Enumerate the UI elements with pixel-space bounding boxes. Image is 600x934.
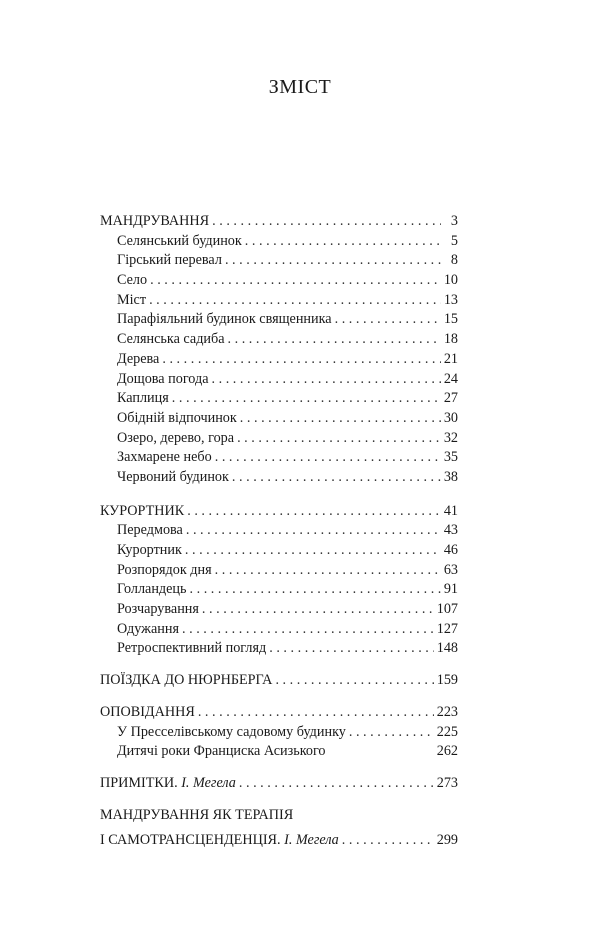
toc-page-number: 32 (443, 429, 458, 446)
toc-section-author: І. Мегела (181, 774, 236, 791)
toc-section-poizdka[interactable] (100, 671, 458, 691)
toc-leader-dots (190, 580, 441, 600)
toc-entry[interactable] (100, 448, 458, 468)
toc-entry-title: Розпорядок дня (117, 561, 212, 578)
page-title: ЗМІСТ (268, 76, 332, 98)
toc-section-title: ОПОВІДАННЯ (100, 703, 195, 720)
toc-entry-title: Ретроспективний погляд (117, 640, 267, 657)
toc-entry[interactable] (100, 521, 458, 541)
toc-page-number: 13 (443, 291, 458, 308)
toc-section-title-text: ПРИМІТКИ. (100, 774, 178, 791)
toc-entry-title: Одужання (117, 620, 179, 637)
toc-entry[interactable] (100, 370, 458, 390)
toc-section-prymitky[interactable] (100, 774, 458, 794)
toc-page-number: 127 (436, 620, 458, 637)
toc-page-number: 18 (443, 331, 458, 348)
toc-entry[interactable] (100, 580, 458, 600)
toc-section-title-line1: МАНДРУВАННЯ ЯК ТЕРАПІЯ (100, 806, 294, 823)
toc-leader-dots (212, 212, 441, 232)
toc-entry-title: Передмова (117, 522, 183, 539)
toc-leader-dots (239, 774, 434, 794)
toc-entry-title: Парафіяльний будинок священника (117, 311, 332, 328)
toc-leader-dots (149, 291, 441, 311)
toc-page-number: 5 (450, 232, 458, 249)
toc-leader-dots (215, 448, 441, 468)
toc-section-mandruvannia[interactable] (100, 212, 458, 232)
toc-section-title (100, 831, 339, 851)
toc-section-title-line2: І САМОТРАНСЦЕНДЕНЦІЯ. (100, 832, 281, 849)
toc-entry-title: Червоний будинок (117, 468, 229, 485)
toc-leader-dots (198, 703, 434, 723)
toc-leader-dots (172, 389, 441, 409)
toc-entry[interactable] (100, 561, 458, 581)
toc-entry-title: Дощова погода (117, 370, 209, 387)
toc-leader-dots (349, 723, 434, 743)
toc-leader-dots (212, 370, 441, 390)
toc-page-number: 3 (450, 213, 458, 229)
toc-leader-dots (186, 521, 441, 541)
section-spacer (100, 691, 458, 703)
toc-entry-title: Обідній відпочинок (117, 409, 237, 426)
toc-page-number: 225 (436, 723, 458, 740)
toc-leader-dots (185, 541, 441, 561)
toc-page-number: 262 (436, 743, 458, 760)
toc-entry-title: Розчарування (117, 601, 199, 618)
toc-entry[interactable] (100, 409, 458, 429)
toc-page-number: 15 (443, 311, 458, 328)
toc-page-number: 24 (443, 370, 458, 387)
toc-leader-dots (342, 831, 434, 851)
toc-entry[interactable] (100, 232, 458, 252)
toc-leader-dots (187, 502, 441, 522)
toc-page-number: 30 (443, 409, 458, 426)
toc-entry[interactable] (100, 350, 458, 370)
toc-leader-dots (202, 600, 434, 620)
section-spacer (100, 762, 458, 774)
toc-page-number: 27 (443, 390, 458, 407)
toc-page-number: 8 (450, 252, 458, 269)
toc-page-number: 35 (443, 449, 458, 466)
toc-page-number: 46 (443, 542, 458, 558)
toc-entry[interactable] (100, 742, 458, 762)
toc-page-number: 273 (436, 774, 458, 791)
toc-entry[interactable] (100, 310, 458, 330)
toc-entry[interactable] (100, 389, 458, 409)
toc-page-number: 159 (436, 672, 458, 689)
toc-entry[interactable] (100, 468, 458, 488)
toc-page-number: 107 (436, 601, 458, 618)
toc-page-number: 10 (443, 272, 458, 289)
toc-leader-dots (182, 620, 434, 640)
toc-entry[interactable] (100, 639, 458, 659)
toc-entry[interactable] (100, 330, 458, 350)
toc-page-number: 223 (436, 703, 458, 720)
toc-entry[interactable] (100, 251, 458, 271)
toc-leader-dots (237, 429, 441, 449)
toc-section-author: І. Мегела (284, 832, 339, 849)
toc-entry-title: Гірський перевал (117, 252, 222, 269)
table-of-contents (100, 212, 458, 851)
toc-entry-title: Міст (117, 291, 147, 308)
toc-leader-dots (150, 271, 441, 291)
toc-entry-title: Селянський будинок (117, 232, 242, 249)
toc-section-title: ПОЇЗДКА ДО НЮРНБЕРГА (100, 672, 273, 689)
toc-entry[interactable] (100, 291, 458, 311)
toc-entry-title: Захмарене небо (117, 449, 212, 466)
toc-section-opovidannia[interactable] (100, 703, 458, 723)
toc-entry[interactable] (100, 429, 458, 449)
toc-leader-dots (225, 251, 441, 271)
toc-entry-title: Озеро, дерево, гора (117, 429, 235, 446)
toc-leader-dots (162, 350, 440, 370)
toc-entry[interactable] (100, 620, 458, 640)
toc-page-number: 91 (443, 581, 458, 598)
toc-section-title (100, 774, 236, 794)
toc-entry-title: Каплиця (117, 390, 169, 407)
toc-entry-title: У Пресселівському садовому будинку (117, 723, 346, 740)
toc-page-number: 38 (443, 468, 458, 485)
toc-section-kurortnyk[interactable] (100, 502, 458, 522)
toc-section-afterword[interactable] (100, 831, 458, 851)
toc-entry[interactable] (100, 600, 458, 620)
toc-page-number: 148 (436, 640, 458, 657)
section-spacer (100, 659, 458, 671)
section-spacer (100, 488, 458, 502)
toc-entry-title: Голландець (117, 581, 187, 598)
toc-page-number: 299 (436, 832, 458, 849)
toc-leader-dots (245, 232, 441, 252)
toc-section-title: КУРОРТНИК (100, 502, 185, 519)
toc-leader-dots (232, 468, 441, 488)
toc-leader-dots (228, 330, 441, 350)
toc-page-number: 41 (443, 502, 458, 519)
toc-entry-title: Дитячі роки Франциска Асизького (117, 743, 326, 760)
toc-entry[interactable] (100, 271, 458, 291)
toc-leader-dots (275, 671, 433, 691)
toc-page-number: 21 (443, 350, 458, 367)
toc-page-number: 43 (443, 522, 458, 539)
toc-entry-title: Село (117, 272, 148, 289)
toc-leader-dots (269, 639, 433, 659)
toc-entry-title: Дерева (117, 350, 160, 367)
toc-entry[interactable] (100, 723, 458, 743)
toc-entry[interactable] (100, 541, 458, 561)
toc-entry-title: Селянська садиба (117, 331, 225, 348)
section-spacer (100, 794, 458, 806)
toc-entry-title: Курортник (117, 542, 182, 558)
toc-leader-dots (215, 561, 441, 581)
toc-leader-dots (240, 409, 441, 429)
toc-section-title: МАНДРУВАННЯ (100, 213, 210, 229)
toc-leader-dots (335, 310, 441, 330)
toc-page-number: 63 (443, 561, 458, 578)
